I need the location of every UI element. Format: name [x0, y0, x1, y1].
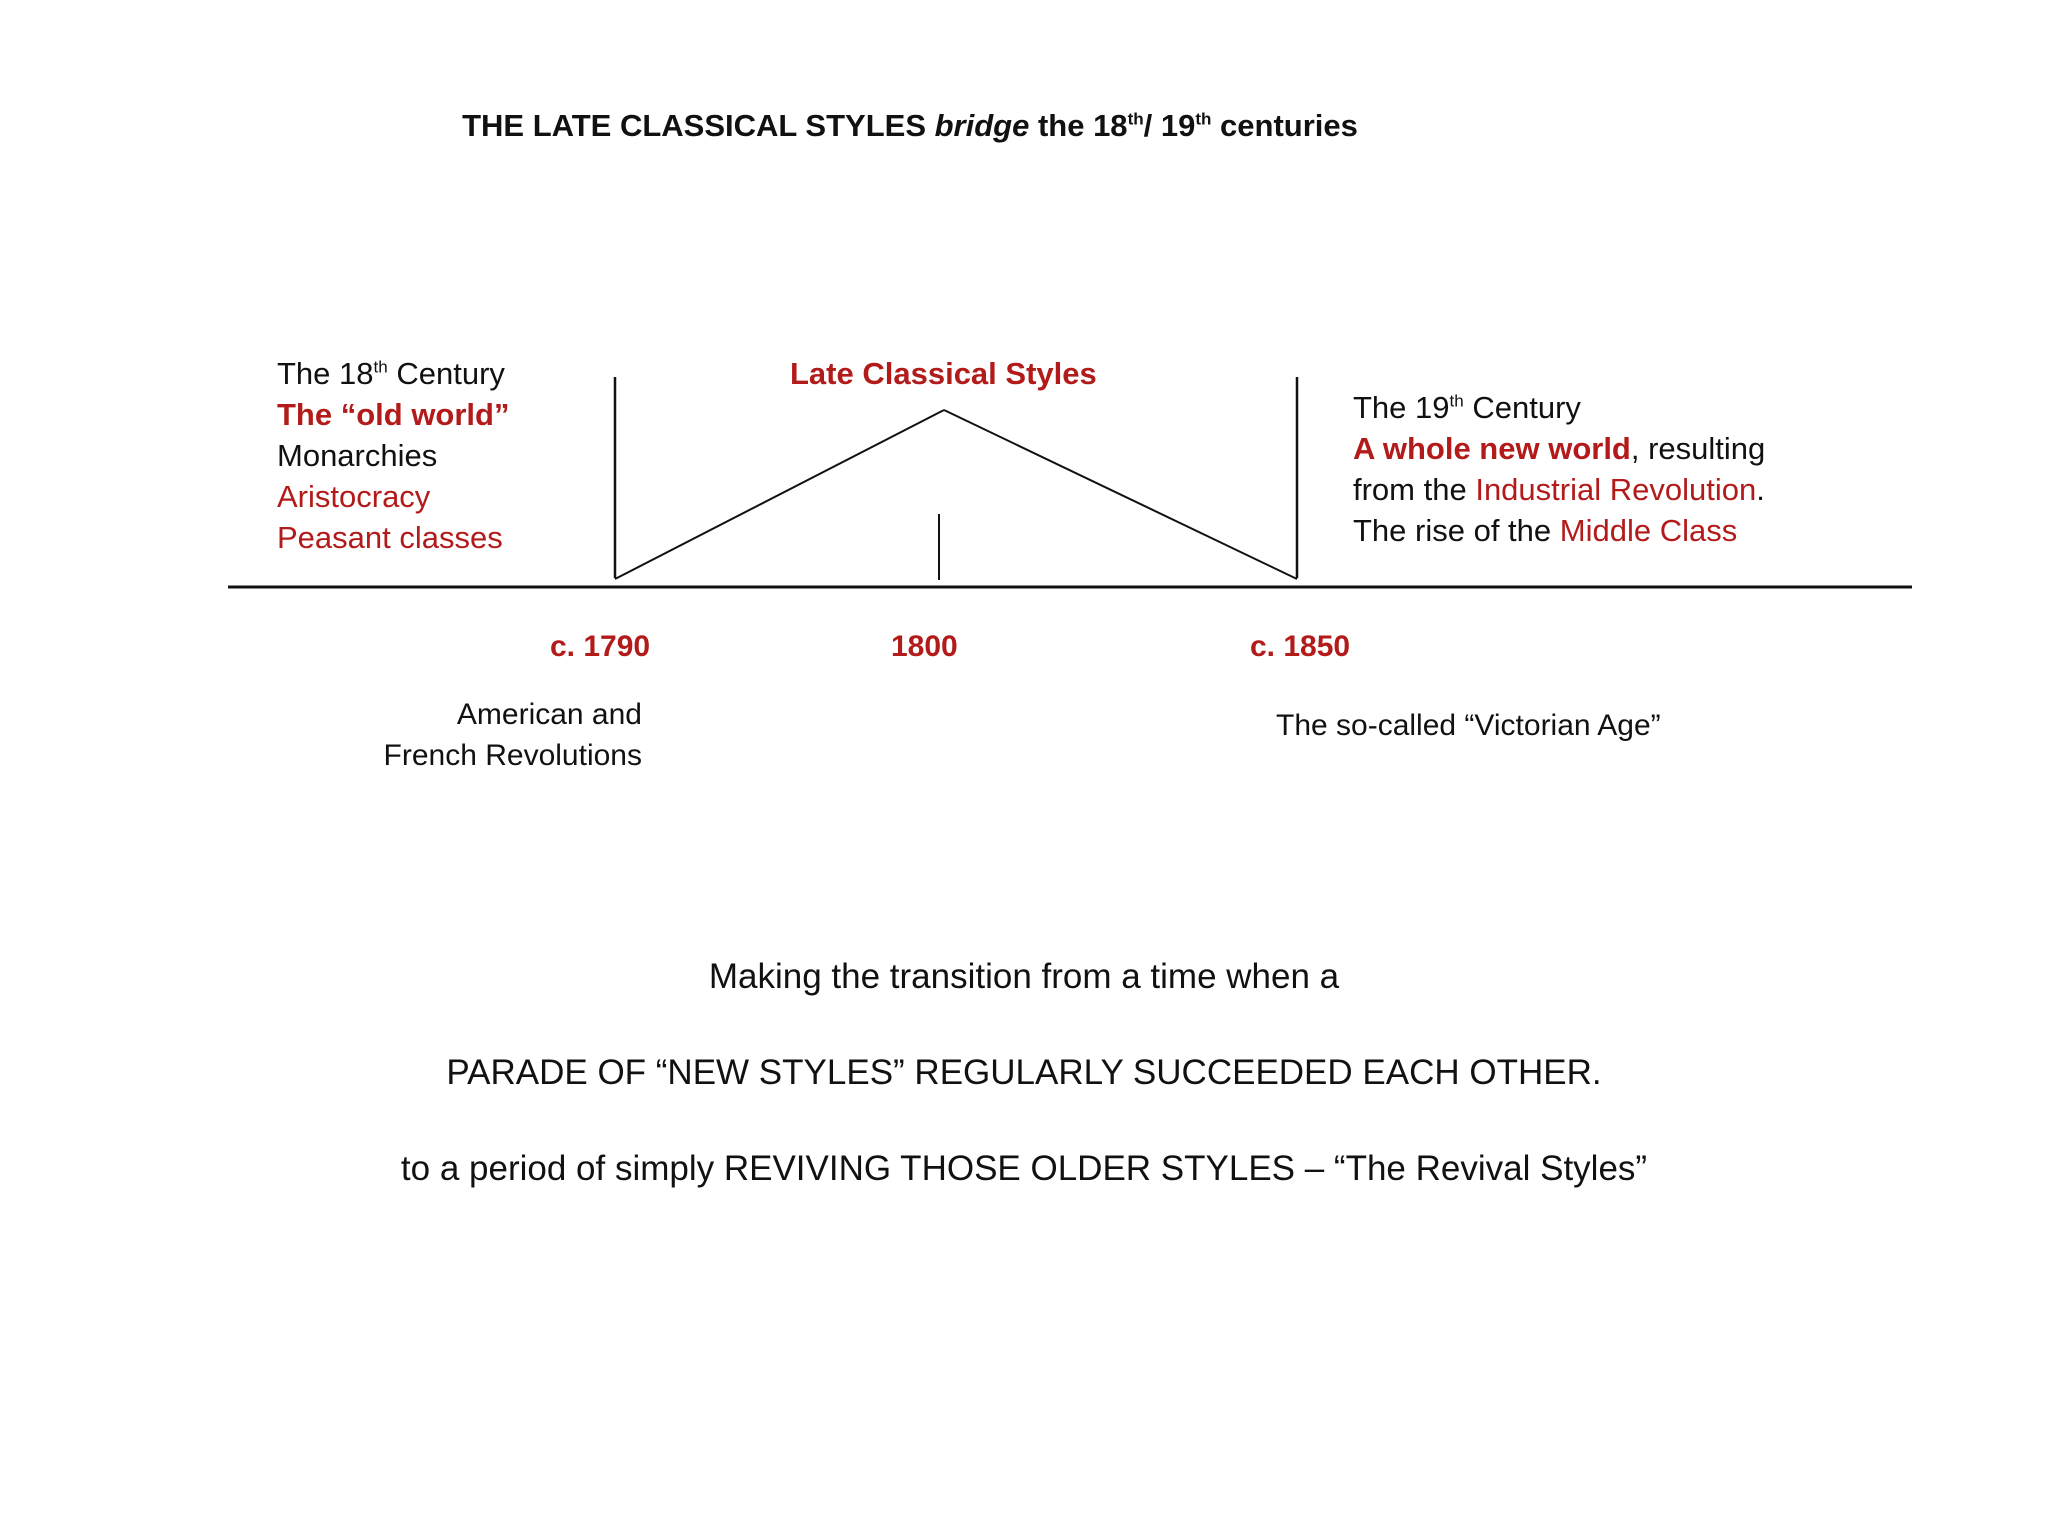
- late-classical-label: Late Classical Styles: [790, 356, 1097, 391]
- left-line-3: Monarchies: [277, 438, 438, 473]
- year-label-1800: 1800: [891, 630, 958, 663]
- falling-slope-line: [944, 410, 1297, 579]
- year-label-1850: c. 1850: [1250, 630, 1351, 663]
- left-line-4: Aristocracy: [277, 479, 431, 514]
- left-line-1-prefix: The 18: [277, 356, 374, 391]
- right-line-3-red: Industrial Revolution: [1475, 472, 1757, 507]
- right-line-3-suffix: .: [1756, 472, 1765, 507]
- title-text-3: / 19: [1143, 108, 1196, 143]
- right-line-1-prefix: The 19: [1353, 390, 1450, 425]
- right-line-4-red: Middle Class: [1559, 513, 1738, 548]
- right-line-3-prefix: from the: [1353, 472, 1476, 507]
- title-italic: bridge: [934, 108, 1030, 143]
- title-text-2: the 18: [1029, 108, 1128, 143]
- left-line-2: The “old world”: [277, 397, 510, 432]
- title-sup-1: th: [1127, 109, 1144, 129]
- right-line-1-suffix: Century: [1463, 390, 1581, 425]
- victorian-age-note: The so-called “Victorian Age”: [1276, 709, 1661, 742]
- left-line-1-suffix: Century: [387, 356, 505, 391]
- title-sup-2: th: [1195, 109, 1212, 129]
- title-text-1: THE LATE CLASSICAL STYLES: [462, 108, 935, 143]
- revolutions-line-2: French Revolutions: [383, 739, 642, 772]
- bottom-line-1: Making the transition from a time when a: [708, 957, 1340, 996]
- revolutions-note: [360, 698, 642, 780]
- bottom-line-2: PARADE OF “NEW STYLES” REGULARLY SUCCEEDED EACH OTHER.: [446, 1053, 1602, 1092]
- right-line-2-rest: , resulting: [1630, 431, 1766, 466]
- year-label-1790: c. 1790: [550, 630, 651, 663]
- revolutions-line-1: American and: [456, 698, 642, 731]
- right-line-4-prefix: The rise of the: [1353, 513, 1560, 548]
- rising-slope-line: [615, 410, 944, 579]
- bottom-line-3: to a period of simply REVIVING THOSE OLDER STYLES – “The Revival Styles”: [400, 1149, 1648, 1188]
- title-text-4: centuries: [1211, 108, 1358, 143]
- left-line-5: Peasant classes: [277, 520, 503, 555]
- left-line-1-sup: th: [373, 357, 388, 377]
- right-line-1-sup: th: [1449, 391, 1464, 411]
- right-line-2-red: A whole new world: [1353, 431, 1631, 466]
